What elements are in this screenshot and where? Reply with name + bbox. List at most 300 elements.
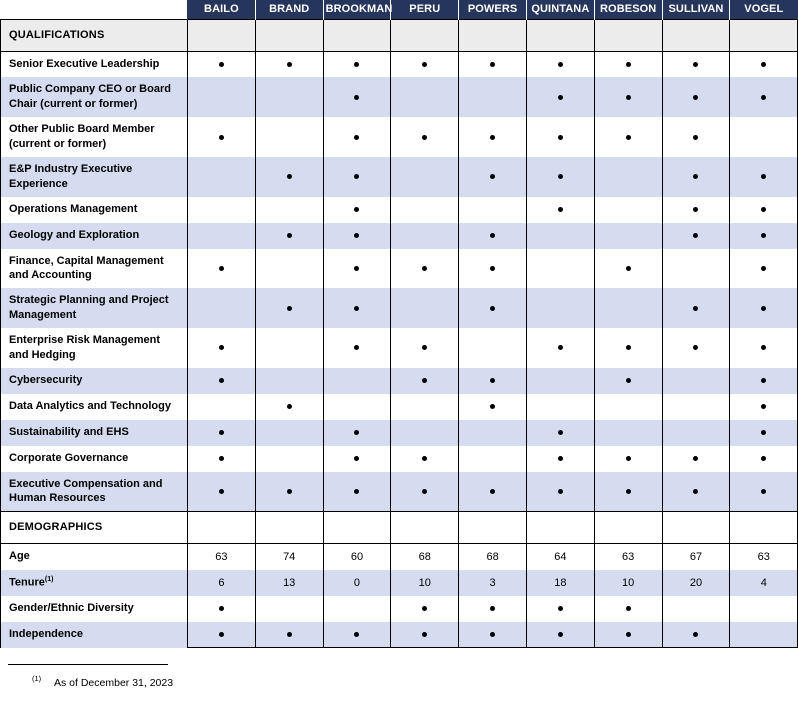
mark-cell bbox=[459, 394, 527, 420]
mark-cell bbox=[730, 420, 798, 446]
mark-cell bbox=[662, 622, 730, 648]
mark-cell bbox=[323, 288, 391, 328]
value-cell: 0 bbox=[323, 570, 391, 596]
value-cell: 68 bbox=[459, 544, 527, 570]
mark-cell bbox=[730, 157, 798, 197]
mark-cell bbox=[730, 328, 798, 368]
section-header-cell bbox=[323, 20, 391, 52]
row-label bbox=[1, 328, 188, 368]
filled-dot-icon bbox=[558, 430, 563, 435]
mark-cell bbox=[323, 77, 391, 117]
row-label-text: Age bbox=[9, 550, 30, 563]
filled-dot-icon bbox=[354, 95, 359, 100]
mark-cell bbox=[255, 394, 323, 420]
value-cell: 6 bbox=[188, 570, 256, 596]
section-header-cell bbox=[255, 512, 323, 544]
filled-dot-icon bbox=[219, 606, 224, 611]
filled-dot-icon bbox=[761, 430, 766, 435]
mark-cell bbox=[526, 446, 594, 472]
mark-cell bbox=[255, 157, 323, 197]
row-label-text: Corporate Governance bbox=[9, 452, 129, 465]
section-header-cell bbox=[526, 20, 594, 52]
row-label bbox=[1, 51, 188, 77]
value-cell: 68 bbox=[391, 544, 459, 570]
mark-cell bbox=[323, 622, 391, 648]
mark-cell bbox=[459, 420, 527, 446]
filled-dot-icon bbox=[354, 207, 359, 212]
filled-dot-icon bbox=[354, 489, 359, 494]
value-cell: 64 bbox=[526, 544, 594, 570]
mark-cell bbox=[526, 77, 594, 117]
mark-cell bbox=[391, 472, 459, 512]
mark-cell bbox=[459, 157, 527, 197]
filled-dot-icon bbox=[558, 489, 563, 494]
mark-cell bbox=[662, 394, 730, 420]
matrix-row bbox=[1, 446, 798, 472]
section-header-cell bbox=[459, 20, 527, 52]
mark-cell bbox=[662, 117, 730, 157]
filled-dot-icon bbox=[219, 62, 224, 67]
mark-cell bbox=[391, 596, 459, 622]
footnote-marker: (1) bbox=[32, 674, 42, 684]
row-label bbox=[1, 570, 188, 596]
mark-cell bbox=[188, 420, 256, 446]
mark-cell bbox=[391, 622, 459, 648]
mark-cell bbox=[255, 77, 323, 117]
mark-cell bbox=[323, 197, 391, 223]
mark-cell bbox=[459, 472, 527, 512]
section-header-row bbox=[1, 512, 798, 544]
mark-cell bbox=[526, 51, 594, 77]
mark-cell bbox=[730, 446, 798, 472]
row-label-text: Enterprise Risk Management and Hedging bbox=[9, 333, 160, 361]
mark-cell bbox=[459, 368, 527, 394]
mark-cell bbox=[391, 368, 459, 394]
mark-cell bbox=[594, 77, 662, 117]
filled-dot-icon bbox=[422, 606, 427, 611]
filled-dot-icon bbox=[354, 345, 359, 350]
mark-cell bbox=[594, 328, 662, 368]
filled-dot-icon bbox=[287, 306, 292, 311]
mark-cell bbox=[526, 472, 594, 512]
filled-dot-icon bbox=[219, 266, 224, 271]
filled-dot-icon bbox=[693, 62, 698, 67]
mark-cell bbox=[526, 117, 594, 157]
section-header-cell bbox=[730, 512, 798, 544]
matrix-row bbox=[1, 223, 798, 249]
director-column-header: POWERS bbox=[459, 0, 527, 20]
mark-cell bbox=[255, 472, 323, 512]
filled-dot-icon bbox=[490, 233, 495, 238]
mark-cell bbox=[188, 622, 256, 648]
mark-cell bbox=[730, 117, 798, 157]
mark-cell bbox=[188, 197, 256, 223]
filled-dot-icon bbox=[761, 266, 766, 271]
mark-cell bbox=[594, 51, 662, 77]
filled-dot-icon bbox=[626, 135, 631, 140]
matrix-row bbox=[1, 77, 798, 117]
mark-cell bbox=[323, 249, 391, 289]
filled-dot-icon bbox=[422, 266, 427, 271]
filled-dot-icon bbox=[693, 306, 698, 311]
filled-dot-icon bbox=[558, 95, 563, 100]
mark-cell bbox=[255, 117, 323, 157]
mark-cell bbox=[391, 420, 459, 446]
mark-cell bbox=[526, 622, 594, 648]
filled-dot-icon bbox=[219, 345, 224, 350]
value-cell: 10 bbox=[391, 570, 459, 596]
mark-cell bbox=[730, 394, 798, 420]
matrix-header-row bbox=[1, 0, 798, 20]
mark-cell bbox=[188, 51, 256, 77]
section-header-cell bbox=[188, 20, 256, 52]
mark-cell bbox=[255, 420, 323, 446]
mark-cell bbox=[730, 368, 798, 394]
mark-cell bbox=[594, 157, 662, 197]
filled-dot-icon bbox=[693, 489, 698, 494]
mark-cell bbox=[594, 622, 662, 648]
section-header-cell bbox=[459, 512, 527, 544]
mark-cell bbox=[526, 249, 594, 289]
director-column-header: ROBESON bbox=[594, 0, 662, 20]
footnote bbox=[8, 674, 348, 689]
mark-cell bbox=[188, 157, 256, 197]
mark-cell bbox=[188, 472, 256, 512]
section-title: QUALIFICATIONS bbox=[1, 20, 188, 52]
mark-cell bbox=[730, 249, 798, 289]
filled-dot-icon bbox=[287, 174, 292, 179]
matrix-row bbox=[1, 249, 798, 289]
mark-cell bbox=[594, 596, 662, 622]
mark-cell bbox=[662, 328, 730, 368]
row-label-text: Finance, Capital Management and Accounting bbox=[9, 254, 164, 282]
filled-dot-icon bbox=[558, 456, 563, 461]
filled-dot-icon bbox=[354, 456, 359, 461]
row-label bbox=[1, 77, 188, 117]
row-label-text: Data Analytics and Technology bbox=[9, 400, 171, 413]
filled-dot-icon bbox=[219, 430, 224, 435]
matrix-row bbox=[1, 157, 798, 197]
section-header-cell bbox=[255, 20, 323, 52]
mark-cell bbox=[459, 51, 527, 77]
row-label bbox=[1, 197, 188, 223]
value-cell: 63 bbox=[594, 544, 662, 570]
mark-cell bbox=[188, 77, 256, 117]
filled-dot-icon bbox=[626, 345, 631, 350]
filled-dot-icon bbox=[626, 378, 631, 383]
filled-dot-icon bbox=[422, 62, 427, 67]
mark-cell bbox=[526, 197, 594, 223]
mark-cell bbox=[188, 446, 256, 472]
matrix-row bbox=[1, 420, 798, 446]
filled-dot-icon bbox=[626, 266, 631, 271]
matrix-row bbox=[1, 288, 798, 328]
filled-dot-icon bbox=[354, 62, 359, 67]
mark-cell bbox=[730, 622, 798, 648]
mark-cell bbox=[391, 328, 459, 368]
filled-dot-icon bbox=[558, 135, 563, 140]
filled-dot-icon bbox=[761, 345, 766, 350]
section-header-cell bbox=[662, 20, 730, 52]
filled-dot-icon bbox=[490, 632, 495, 637]
filled-dot-icon bbox=[490, 606, 495, 611]
mark-cell bbox=[459, 197, 527, 223]
row-label bbox=[1, 288, 188, 328]
filled-dot-icon bbox=[693, 174, 698, 179]
mark-cell bbox=[255, 249, 323, 289]
filled-dot-icon bbox=[287, 404, 292, 409]
mark-cell bbox=[255, 223, 323, 249]
mark-cell bbox=[594, 446, 662, 472]
mark-cell bbox=[323, 117, 391, 157]
matrix-row bbox=[1, 622, 798, 648]
row-label-text: Operations Management bbox=[9, 203, 138, 216]
row-label bbox=[1, 622, 188, 648]
mark-cell bbox=[662, 420, 730, 446]
row-label-text: Senior Executive Leadership bbox=[9, 58, 160, 71]
mark-cell bbox=[459, 117, 527, 157]
mark-cell bbox=[391, 51, 459, 77]
filled-dot-icon bbox=[626, 95, 631, 100]
mark-cell bbox=[323, 472, 391, 512]
mark-cell bbox=[662, 446, 730, 472]
mark-cell bbox=[594, 223, 662, 249]
filled-dot-icon bbox=[558, 606, 563, 611]
mark-cell bbox=[662, 288, 730, 328]
director-column-header: BRAND bbox=[255, 0, 323, 20]
matrix-row bbox=[1, 117, 798, 157]
filled-dot-icon bbox=[626, 632, 631, 637]
value-cell: 20 bbox=[662, 570, 730, 596]
matrix-row bbox=[1, 570, 798, 596]
filled-dot-icon bbox=[626, 62, 631, 67]
mark-cell bbox=[255, 368, 323, 394]
mark-cell bbox=[594, 117, 662, 157]
filled-dot-icon bbox=[219, 489, 224, 494]
row-label-text: Strategic Planning and Project Management bbox=[9, 294, 169, 322]
filled-dot-icon bbox=[354, 266, 359, 271]
section-header-cell bbox=[188, 512, 256, 544]
mark-cell bbox=[255, 622, 323, 648]
filled-dot-icon bbox=[558, 632, 563, 637]
mark-cell bbox=[526, 328, 594, 368]
row-label-text: Geology and Exploration bbox=[9, 229, 140, 242]
filled-dot-icon bbox=[693, 345, 698, 350]
filled-dot-icon bbox=[693, 135, 698, 140]
value-cell: 3 bbox=[459, 570, 527, 596]
filled-dot-icon bbox=[761, 207, 766, 212]
mark-cell bbox=[526, 368, 594, 394]
value-cell: 18 bbox=[526, 570, 594, 596]
mark-cell bbox=[662, 51, 730, 77]
matrix-row bbox=[1, 51, 798, 77]
mark-cell bbox=[391, 197, 459, 223]
filled-dot-icon bbox=[626, 456, 631, 461]
value-cell: 10 bbox=[594, 570, 662, 596]
filled-dot-icon bbox=[761, 174, 766, 179]
mark-cell bbox=[662, 249, 730, 289]
mark-cell bbox=[526, 394, 594, 420]
filled-dot-icon bbox=[761, 456, 766, 461]
row-label bbox=[1, 157, 188, 197]
filled-dot-icon bbox=[354, 174, 359, 179]
row-label-text: Independence bbox=[9, 628, 83, 641]
mark-cell bbox=[323, 328, 391, 368]
mark-cell bbox=[594, 394, 662, 420]
filled-dot-icon bbox=[219, 456, 224, 461]
filled-dot-icon bbox=[761, 62, 766, 67]
matrix-row bbox=[1, 472, 798, 512]
mark-cell bbox=[255, 197, 323, 223]
mark-cell bbox=[526, 420, 594, 446]
matrix-header bbox=[1, 0, 798, 20]
row-label-text: E&P Industry Executive Experience bbox=[9, 162, 133, 190]
mark-cell bbox=[323, 394, 391, 420]
filled-dot-icon bbox=[219, 135, 224, 140]
matrix-row bbox=[1, 368, 798, 394]
filled-dot-icon bbox=[693, 207, 698, 212]
row-label-text: Cybersecurity bbox=[9, 374, 83, 387]
mark-cell bbox=[255, 596, 323, 622]
footnote-area bbox=[8, 664, 348, 689]
mark-cell bbox=[662, 472, 730, 512]
value-cell: 4 bbox=[730, 570, 798, 596]
mark-cell bbox=[188, 596, 256, 622]
filled-dot-icon bbox=[693, 456, 698, 461]
value-cell: 60 bbox=[323, 544, 391, 570]
matrix-row bbox=[1, 394, 798, 420]
mark-cell bbox=[662, 77, 730, 117]
mark-cell bbox=[662, 368, 730, 394]
filled-dot-icon bbox=[558, 62, 563, 67]
row-label-text: Sustainability and EHS bbox=[9, 426, 129, 439]
value-cell: 67 bbox=[662, 544, 730, 570]
mark-cell bbox=[594, 249, 662, 289]
filled-dot-icon bbox=[761, 378, 766, 383]
filled-dot-icon bbox=[490, 62, 495, 67]
mark-cell bbox=[188, 223, 256, 249]
mark-cell bbox=[662, 197, 730, 223]
footnote-text: As of December 31, 2023 bbox=[54, 676, 174, 689]
section-header-cell bbox=[526, 512, 594, 544]
mark-cell bbox=[391, 157, 459, 197]
row-label bbox=[1, 117, 188, 157]
filled-dot-icon bbox=[626, 606, 631, 611]
row-label bbox=[1, 420, 188, 446]
section-header-row bbox=[1, 20, 798, 52]
mark-cell bbox=[188, 288, 256, 328]
mark-cell bbox=[188, 368, 256, 394]
filled-dot-icon bbox=[490, 404, 495, 409]
row-label-text: Other Public Board Member (current or former) bbox=[9, 123, 155, 150]
filled-dot-icon bbox=[354, 632, 359, 637]
filled-dot-icon bbox=[761, 404, 766, 409]
section-header-cell bbox=[594, 512, 662, 544]
filled-dot-icon bbox=[287, 489, 292, 494]
filled-dot-icon bbox=[490, 266, 495, 271]
mark-cell bbox=[323, 596, 391, 622]
filled-dot-icon bbox=[490, 306, 495, 311]
filled-dot-icon bbox=[490, 174, 495, 179]
mark-cell bbox=[526, 157, 594, 197]
mark-cell bbox=[323, 420, 391, 446]
mark-cell bbox=[730, 596, 798, 622]
mark-cell bbox=[459, 328, 527, 368]
mark-cell bbox=[526, 223, 594, 249]
mark-cell bbox=[730, 223, 798, 249]
mark-cell bbox=[188, 328, 256, 368]
mark-cell bbox=[323, 157, 391, 197]
director-column-header: QUINTANA bbox=[526, 0, 594, 20]
row-label bbox=[1, 223, 188, 249]
value-cell: 13 bbox=[255, 570, 323, 596]
filled-dot-icon bbox=[558, 174, 563, 179]
mark-cell bbox=[459, 596, 527, 622]
filled-dot-icon bbox=[422, 345, 427, 350]
mark-cell bbox=[594, 420, 662, 446]
filled-dot-icon bbox=[287, 632, 292, 637]
filled-dot-icon bbox=[693, 632, 698, 637]
value-cell: 63 bbox=[730, 544, 798, 570]
director-column-header: VOGEL bbox=[730, 0, 798, 20]
mark-cell bbox=[323, 446, 391, 472]
section-header-cell bbox=[391, 20, 459, 52]
mark-cell bbox=[730, 197, 798, 223]
row-label-text: Executive Compensation and Human Resources bbox=[9, 477, 163, 505]
mark-cell bbox=[459, 622, 527, 648]
mark-cell bbox=[662, 223, 730, 249]
mark-cell bbox=[594, 472, 662, 512]
row-label-text: Public Company CEO or Board Chair (current or former) bbox=[9, 83, 171, 111]
row-label-text: Tenure bbox=[9, 576, 45, 589]
row-label bbox=[1, 368, 188, 394]
mark-cell bbox=[730, 77, 798, 117]
mark-cell bbox=[323, 368, 391, 394]
mark-cell bbox=[391, 77, 459, 117]
row-label bbox=[1, 544, 188, 570]
row-label bbox=[1, 394, 188, 420]
filled-dot-icon bbox=[354, 135, 359, 140]
row-label bbox=[1, 249, 188, 289]
mark-cell bbox=[188, 249, 256, 289]
filled-dot-icon bbox=[422, 378, 427, 383]
filled-dot-icon bbox=[761, 233, 766, 238]
mark-cell bbox=[391, 223, 459, 249]
mark-cell bbox=[526, 288, 594, 328]
director-column-header: BAILO bbox=[188, 0, 256, 20]
section-header-cell bbox=[391, 512, 459, 544]
filled-dot-icon bbox=[761, 306, 766, 311]
footnote-divider bbox=[8, 664, 168, 665]
value-cell: 74 bbox=[255, 544, 323, 570]
section-header-cell bbox=[730, 20, 798, 52]
row-label bbox=[1, 472, 188, 512]
mark-cell bbox=[391, 117, 459, 157]
matrix-row bbox=[1, 596, 798, 622]
mark-cell bbox=[391, 394, 459, 420]
mark-cell bbox=[730, 288, 798, 328]
mark-cell bbox=[188, 394, 256, 420]
matrix-row bbox=[1, 328, 798, 368]
mark-cell bbox=[391, 288, 459, 328]
mark-cell bbox=[255, 446, 323, 472]
filled-dot-icon bbox=[422, 135, 427, 140]
mark-cell bbox=[459, 223, 527, 249]
mark-cell bbox=[255, 328, 323, 368]
mark-cell bbox=[459, 249, 527, 289]
mark-cell bbox=[594, 197, 662, 223]
mark-cell bbox=[594, 368, 662, 394]
